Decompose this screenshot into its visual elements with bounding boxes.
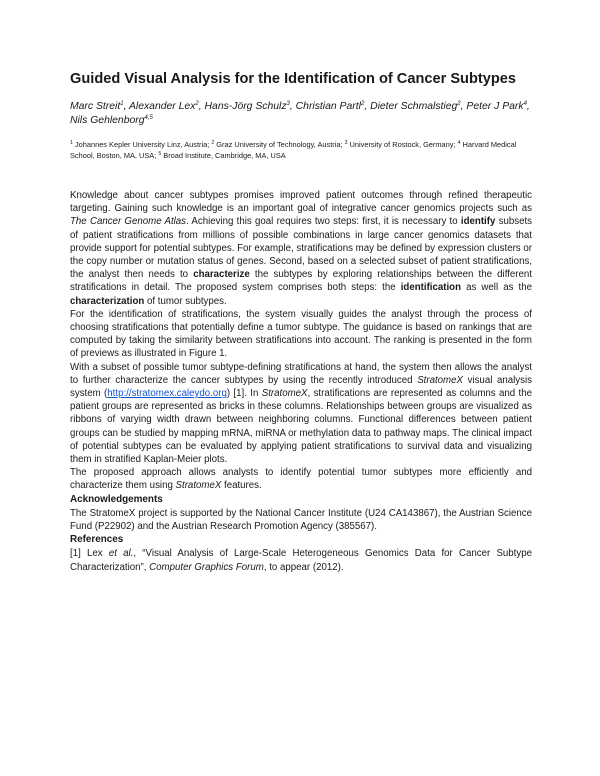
paragraph-characterization: With a subset of possible tumor subtype-defining stratifications at hand, the system then allows the analyst to further characterize the cancer subtypes by using the recently introduced StratomeX visual analysis system (http://stratomex.caleydo.org) [1]. In StratomeX, stratifications are represented as columns and the patient groups are represented as bricks in these columns. Relationships between groups are visualized as ribbons of varying width drawn between neighboring columns. Functional differences between patient groups can be studied by mapping mRNA, miRNA or methylation data to pathway maps. The clinical impact of potential subtypes can be evaluated by applying patient stratifications to survival data and visualizing them in stratified Kaplan-Meier plots. bbox=[70, 361, 533, 466]
paper-title: Guided Visual Analysis for the Identification of Cancer Subtypes bbox=[70, 71, 517, 87]
author-list bbox=[70, 100, 532, 129]
author: Hans-Jörg Schulz$^3$, bbox=[204, 101, 296, 112]
references-heading: References bbox=[70, 534, 124, 546]
author: Christian Partl$^2$, bbox=[295, 101, 371, 112]
author: Nils Gehlenborg$^{4,5}$ bbox=[70, 115, 153, 127]
affiliation: $^3$ University of Rostock, Germany; bbox=[344, 140, 458, 149]
acknowledgements-heading: Acknowledgements bbox=[70, 493, 163, 505]
paragraph-identification: For the identification of stratifications, the system visually guides the analyst through the process of choosing stratifications that potentially define a tumor subtype. The guidance is based on rankings that are computed by taking the similarity between stratifications into account. The ranking is presented in the form of previews as illustrated in Figure 1. bbox=[70, 308, 532, 360]
paper-body bbox=[70, 189, 532, 574]
reference-item: [1] Lex et al., “Visual Analysis of Large-Scale Heterogeneous Genomics Data for Cancer Subtype Characterization”, Computer Graphics Forum, to appear (2012). bbox=[70, 548, 532, 573]
stratomex-link[interactable]: http://stratomex.caleydo.org bbox=[107, 388, 227, 400]
affiliations bbox=[70, 139, 532, 162]
affiliation: $^5$ Broad Institute, Cambridge, MA, USA bbox=[158, 151, 286, 161]
affiliation: $^2$ Graz University of Technology, Austria; bbox=[211, 140, 345, 149]
author: Marc Streit$^1$, bbox=[70, 101, 129, 112]
paragraph-intro: Knowledge about cancer subtypes promises improved patient outcomes through refined therapeutic targeting. Gaining such knowledge is an important goal of integrative cancer genomics projects such as The Cancer Genome Atlas. Achieving this goal requires two steps: first, it is necessary to identify subsets of patient stratifications from millions of possible combinations in large cancer genomics datasets that provide support for potential subtypes. For example, stratifications may be defined by expression clusters or the copy number or mutation status of genes. Second, based on a selected subset of patient stratifications, the analyst then needs to characterize the subtypes by exploring relationships between the different stratifications in detail. The proposed system comprises both steps: the identification as well as the characterization of tumor subtypes. bbox=[70, 190, 532, 307]
affiliation: $^4$ Harvard Medical School, Boston, MA, USA; bbox=[70, 140, 517, 161]
author: Dieter Schmalstieg$^2$, bbox=[370, 101, 467, 112]
author: Alexander Lex$^2$, bbox=[128, 101, 205, 112]
affiliation: $^1$ Johannes Kepler University Linz, Austria; bbox=[70, 140, 212, 149]
author: Peter J Park$^4$, bbox=[466, 101, 530, 112]
acknowledgements-text: The StratomeX project is supported by the National Cancer Institute (U24 CA143867), the Austrian Science Fund (P22902) and the Austrian Research Promotion Agency (385567). bbox=[70, 507, 532, 533]
paragraph-conclusion: The proposed approach allows analysts to identify potential tumor subtypes more efficiently and characterize them using StratomeX features. bbox=[70, 467, 532, 492]
